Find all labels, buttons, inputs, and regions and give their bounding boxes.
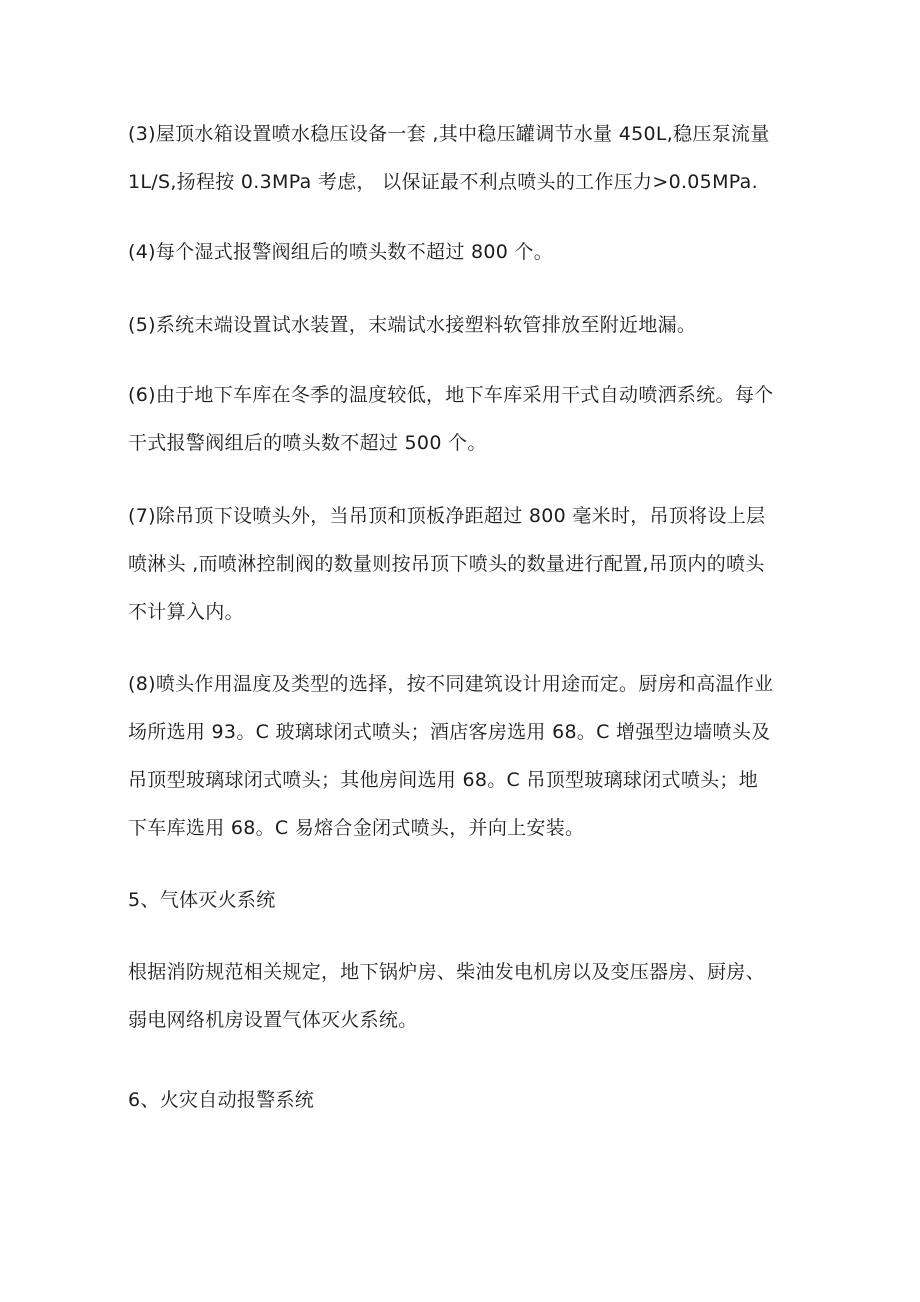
section-heading-5: 5、气体灭火系统 [128, 889, 276, 911]
paragraph-5-line-1: (5)系统末端设置试水装置，末端试水接塑料软管排放至附近地漏。 [128, 314, 697, 336]
paragraph-6-line-2: 干式报警阀组后的喷头数不超过 500 个。 [128, 432, 487, 454]
paragraph-7-line-3: 不计算入内。 [128, 601, 244, 623]
paragraph-gas-line-2: 弱电网络机房设置气体灭火系统。 [128, 1009, 418, 1031]
paragraph-8-line-4: 下车库选用 68。C 易熔合金闭式喷头，并向上安装。 [128, 817, 585, 839]
paragraph-8-line-2: 场所选用 93。C 玻璃球闭式喷头；酒店客房选用 68。C 增强型边墙喷头及 [128, 721, 771, 743]
paragraph-3-line-1: (3)屋顶水箱设置喷水稳压设备一套 ,其中稳压罐调节水量 450L,稳压泵流量 [128, 123, 770, 145]
paragraph-7-line-2: 喷淋头 ,而喷淋控制阀的数量则按吊顶下喷头的数量进行配置,吊顶内的喷头 [128, 553, 765, 575]
paragraph-7-line-1: (7)除吊顶下设喷头外，当吊顶和顶板净距超过 800 毫米时，吊顶将设上层 [128, 505, 766, 527]
paragraph-3-line-2: 1L/S,扬程按 0.3MPa 考虑， 以保证最不利点喷头的工作压力>0.05MPa. [128, 171, 758, 193]
paragraph-8-line-1: (8)喷头作用温度及类型的选择，按不同建筑设计用途而定。厨房和高温作业 [128, 673, 774, 695]
paragraph-8-line-3: 吊顶型玻璃球闭式喷头；其他房间选用 68。C 吊顶型玻璃球闭式喷头；地 [128, 769, 759, 791]
paragraph-4-line-1: (4)每个湿式报警阀组后的喷头数不超过 800 个。 [128, 241, 554, 263]
paragraph-6-line-1: (6)由于地下车库在冬季的温度较低，地下车库采用干式自动喷洒系统。每个 [128, 384, 774, 406]
section-heading-6: 6、火灾自动报警系统 [128, 1089, 315, 1111]
paragraph-gas-line-1: 根据消防规范相关规定，地下锅炉房、柴油发电机房以及变压器房、厨房、 [128, 961, 765, 983]
